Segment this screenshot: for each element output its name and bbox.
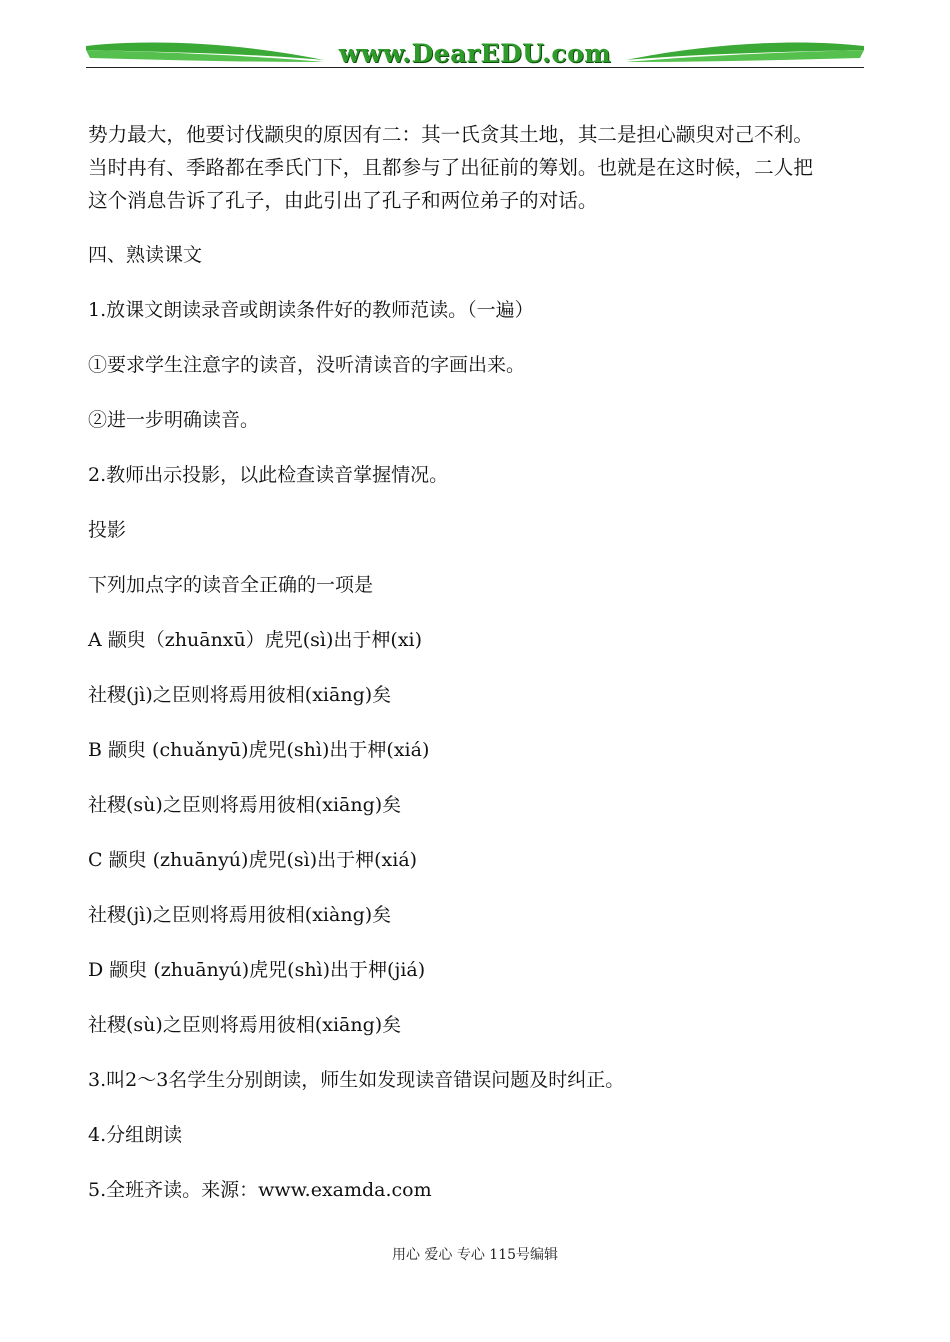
site-logo[interactable]: www.DearEDU.com [338, 39, 612, 68]
substep-1: ①要求学生注意字的读音，没听清读音的字画出来。 [88, 354, 526, 376]
step-1: 1.放课文朗读录音或朗读条件好的教师范读。（一遍） [88, 299, 534, 321]
option-d-line-2: 社稷(sù)之臣则将焉用彼相(xiāng)矣 [88, 1014, 402, 1036]
question-stem: 下列加点字的读音全正确的一项是 [88, 574, 374, 596]
option-a-line-2: 社稷(jì)之臣则将焉用彼相(xiāng)矣 [88, 684, 392, 706]
section-heading: 四、熟读课文 [88, 244, 203, 266]
step-3: 3.叫2～3名学生分别朗读，师生如发现读音错误问题及时纠正。 [88, 1069, 625, 1091]
step-2: 2.教师出示投影，以此检查读音掌握情况。 [88, 464, 449, 486]
page-footer: 用心 爱心 专心 115号编辑 [391, 1247, 559, 1263]
header-divider [86, 67, 864, 68]
option-a-line-1: A 颛臾（zhuānxū）虎兕(sì)出于柙(xi) [88, 629, 423, 651]
option-b-line-1: B 颛臾 (chuǎnyū)虎兕(shì)出于柙(xiá) [88, 739, 430, 761]
option-c-line-2: 社稷(jì)之臣则将焉用彼相(xiàng)矣 [88, 904, 392, 926]
step-4: 4.分组朗读 [88, 1124, 183, 1146]
option-c-line-1: C 颛臾 (zhuānyú)虎兕(sì)出于柙(xiá) [88, 849, 418, 871]
site-header [86, 36, 864, 76]
step-5: 5.全班齐读。来源：www.examda.com [88, 1179, 432, 1201]
intro-line: 这个消息告诉了孔子，由此引出了孔子和两位弟子的对话。 [88, 189, 598, 212]
projection-label: 投影 [88, 519, 127, 541]
intro-line: 势力最大，他要讨伐颛臾的原因有二：其一氏贪其土地，其二是担心颛臾对己不利。 [88, 123, 813, 146]
intro-paragraph [88, 118, 864, 217]
document-body [88, 118, 868, 1207]
option-d-line-1: D 颛臾 (zhuānyú)虎兕(shì)出于柙(jiá) [88, 959, 426, 981]
intro-line: 当时冉有、季路都在季氏门下，且都参与了出征前的筹划。也就是在这时候，二人把 [88, 156, 813, 179]
option-b-line-2: 社稷(sù)之臣则将焉用彼相(xiāng)矣 [88, 794, 402, 816]
substep-2: ②进一步明确读音。 [88, 409, 260, 431]
